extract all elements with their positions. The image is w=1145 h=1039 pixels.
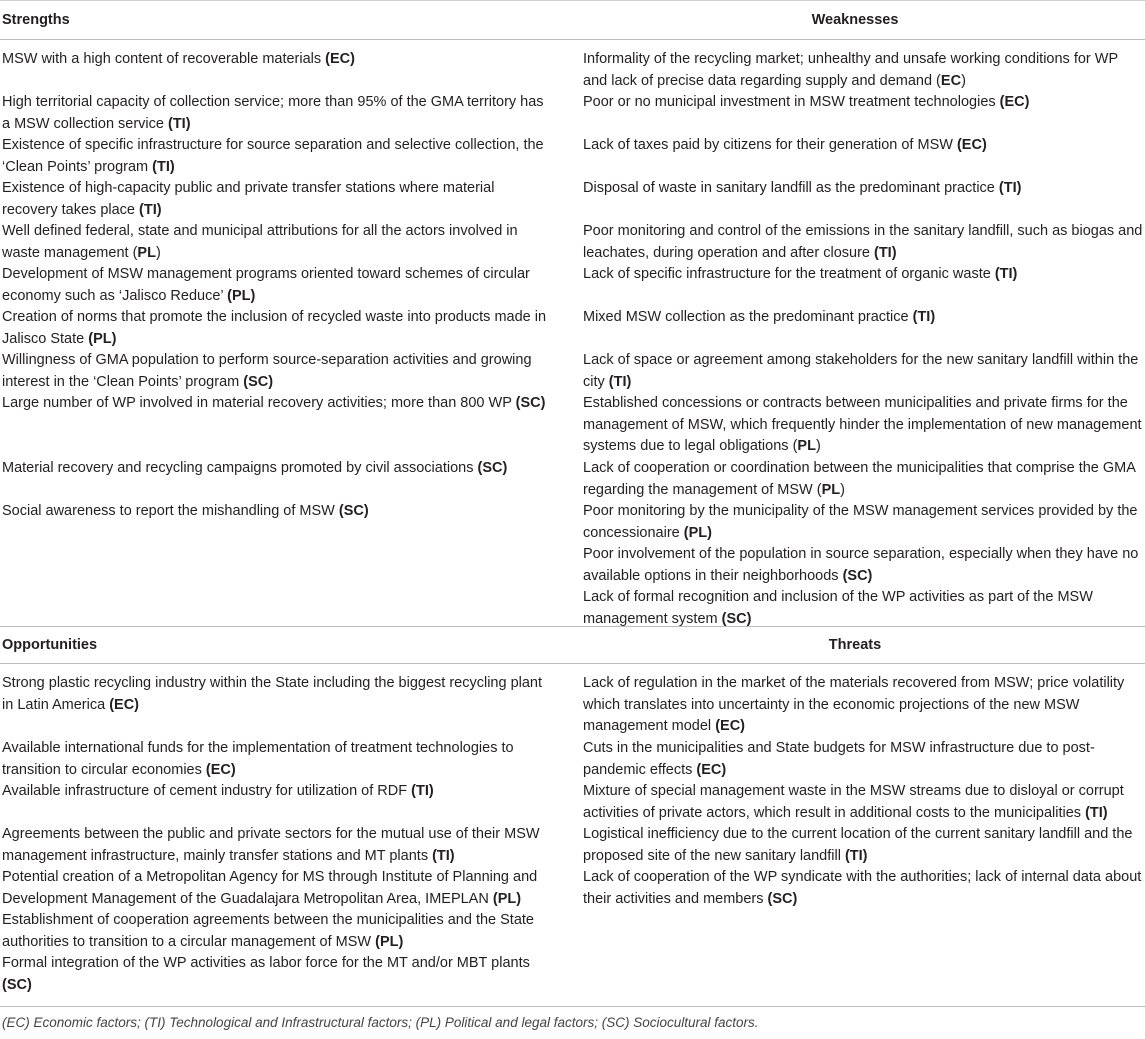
weaknesses-item (583, 393, 1145, 458)
weaknesses-item (583, 544, 1145, 587)
strengths-item (2, 221, 549, 264)
weaknesses-item (583, 135, 1145, 178)
strengths-item (2, 501, 549, 544)
factor-tag: (EC) (999, 94, 1030, 110)
weaknesses-item (583, 501, 1145, 544)
threats-item (583, 867, 1145, 910)
strengths-item (2, 92, 549, 135)
strengths-item-text: Well defined federal, state and municipal attributions for all the actors involved in waste management ( (2, 223, 518, 261)
opportunities-list (0, 673, 565, 998)
strengths-header: Strengths (2, 12, 70, 28)
factor-tag: (EC) (325, 51, 355, 67)
factor-tag: (EC) (715, 718, 745, 734)
weaknesses-item-text: Lack of taxes paid by citizens for their generation of MSW (583, 137, 957, 153)
weaknesses-item (583, 49, 1145, 92)
factor-tag: (SC) (477, 460, 508, 476)
factor-tag: (SC) (767, 890, 798, 907)
strengths-item-text: Existence of high-capacity public and private transfer stations where material recovery takes place (2, 180, 495, 218)
strengths-item-text: High territorial capacity of collection service; more than 95% of the GMA territory has a MSW collection service (2, 94, 544, 132)
section-opportunities-threats (0, 664, 1145, 998)
factor-tag: PL (137, 244, 156, 261)
weaknesses-item (583, 178, 1145, 221)
strengths-item (2, 264, 549, 307)
opportunities-header: Opportunities (2, 637, 98, 653)
weaknesses-item (583, 458, 1145, 501)
weaknesses-item-text: Lack of space or agreement among stakeholders for the new sanitary landfill within the city (583, 352, 1139, 390)
factor-tag: (SC) (842, 567, 873, 584)
factor-tag: (SC) (515, 395, 546, 411)
weaknesses-item-text: Poor involvement of the population in source separation, especially when they have no available options in their neighborhoods (583, 546, 1139, 584)
strengths-item-suffix: ) (155, 244, 161, 261)
factor-tag: (TI) (912, 309, 936, 325)
threats-header: Threats (828, 637, 882, 653)
opportunities-item (2, 738, 549, 781)
weaknesses-item-text: Poor or no municipal investment in MSW treatment technologies (583, 94, 1000, 110)
threats-item-text: Cuts in the municipalities and State budgets for MSW infrastructure due to post-pandemic effects (583, 740, 1095, 778)
strengths-item-text: Existence of specific infrastructure for source separation and selective collection, the ‘Clean Points’ program (2, 137, 544, 175)
threats-item-text: Lack of cooperation of the WP syndicate with the authorities; lack of internal data about their activities and members (583, 869, 1142, 907)
strengths-item-text: MSW with a high content of recoverable materials (2, 51, 326, 67)
factor-tag: (TI) (608, 373, 632, 390)
footnote: (EC) Economic factors; (TI) Technological and Infrastructural factors; (PL) Political and legal factors; (SC) Sociocultural factors. (0, 1006, 1145, 1030)
factor-tag: (PL) (375, 933, 404, 950)
factor-tag: (TI) (168, 115, 191, 132)
factor-tag: (PL) (88, 330, 117, 347)
threats-item (583, 781, 1145, 824)
factor-tag: (SC) (243, 373, 274, 390)
factor-tag: (TI) (152, 158, 175, 175)
weaknesses-item-text: Lack of cooperation or coordination between the municipalities that comprise the GMA regarding the management of MSW ( (583, 460, 1136, 498)
strengths-item (2, 49, 549, 92)
threats-item (583, 738, 1145, 781)
factor-tag: (TI) (1085, 804, 1108, 821)
factor-tag: (TI) (998, 180, 1022, 196)
threats-list (565, 673, 1145, 998)
strengths-item-text: Creation of norms that promote the inclusion of recycled waste into products made in Jalisco State (2, 309, 547, 347)
header-row-bottom (0, 626, 1145, 664)
strengths-item (2, 458, 549, 501)
factor-tag: (EC) (696, 761, 727, 778)
weaknesses-item-text: Disposal of waste in sanitary landfill as the predominant practice (583, 180, 999, 196)
factor-tag: (SC) (721, 610, 752, 627)
factor-tag: PL (797, 438, 816, 454)
factor-tag: EC (940, 72, 962, 89)
strengths-item (2, 350, 549, 393)
weaknesses-item-text: Informality of the recycling market; unhealthy and unsafe working conditions for WP and lack of precise data regarding supply and demand ( (583, 51, 1118, 89)
factor-tag: (PL) (492, 890, 522, 907)
opportunities-item-text: Establishment of cooperation agreements between the municipalities and the State authorities to transition to a circular management of MSW (2, 912, 534, 950)
weaknesses-item-suffix: ) (840, 481, 845, 498)
factor-tag: (EC) (956, 137, 987, 153)
weaknesses-header: Weaknesses (811, 12, 899, 28)
opportunities-item (2, 910, 549, 953)
factor-tag: (TI) (139, 201, 162, 218)
opportunities-item-text: Strong plastic recycling industry within the State including the biggest recycling plant in Latin America (2, 675, 543, 713)
threats-item (583, 673, 1145, 738)
weaknesses-item-text: Established concessions or contracts between municipalities and private firms for the management of MSW, which frequently hinder the implementation of new management systems due to legal obligations ( (583, 395, 1142, 454)
opportunities-item (2, 824, 549, 867)
weaknesses-item (583, 350, 1145, 393)
opportunities-item (2, 953, 549, 996)
factor-tag: (TI) (411, 783, 434, 799)
strengths-item (2, 135, 549, 178)
opportunities-item (2, 781, 549, 824)
factor-tag: (TI) (994, 266, 1018, 282)
weaknesses-item-text: Lack of specific infrastructure for the treatment of organic waste (583, 266, 995, 282)
weaknesses-item-suffix: ) (961, 72, 966, 89)
strengths-item (2, 393, 549, 458)
factor-tag: (TI) (844, 847, 868, 864)
factor-tag: (SC) (338, 503, 369, 519)
weaknesses-item (583, 264, 1145, 307)
factor-tag: (SC) (2, 976, 32, 993)
strengths-item-text: Social awareness to report the mishandling of MSW (2, 503, 339, 519)
weaknesses-item (583, 587, 1145, 630)
factor-tag: (TI) (432, 847, 455, 864)
strengths-item-text: Willingness of GMA population to perform source-separation activities and growing interest in the ‘Clean Points’ program (2, 352, 532, 390)
threats-item-text: Lack of regulation in the market of the materials recovered from MSW; price volatility which translates into uncertainty in the economic projections of the new MSW management model (583, 675, 1125, 734)
factor-tag: (PL) (683, 524, 712, 541)
opportunities-item-text: Potential creation of a Metropolitan Agency for MS through Institute of Planning and Development Management of the Guadalajara Metropolitan Area, IMEPLAN (2, 869, 538, 907)
weaknesses-item (583, 221, 1145, 264)
header-row-top (0, 0, 1145, 40)
strengths-item-text: Development of MSW management programs oriented toward schemes of circular economy such as ‘Jalisco Reduce’ (2, 266, 530, 304)
opportunities-item (2, 867, 549, 910)
strengths-item-text: Material recovery and recycling campaigns promoted by civil associations (2, 460, 478, 476)
opportunities-item-text: Available infrastructure of cement industry for utilization of RDF (2, 783, 412, 799)
weaknesses-item-suffix: ) (815, 438, 821, 454)
strengths-list (0, 49, 565, 626)
opportunities-item-text: Agreements between the public and private sectors for the mutual use of their MSW management infrastructure, mainly transfer stations and MT plants (2, 826, 540, 864)
strengths-item (2, 307, 549, 350)
threats-item-text: Logistical inefficiency due to the current location of the current sanitary landfill and the proposed site of the new sanitary landfill (583, 826, 1133, 864)
factor-tag: (EC) (205, 761, 236, 778)
factor-tag: PL (821, 481, 841, 498)
weaknesses-list (565, 49, 1145, 626)
section-strengths-weaknesses (0, 40, 1145, 626)
weaknesses-item-text: Lack of formal recognition and inclusion of the WP activities as part of the MSW management system (583, 589, 1093, 627)
factor-tag: (PL) (227, 287, 256, 304)
weaknesses-item-text: Poor monitoring and control of the emissions in the sanitary landfill, such as biogas and leachates, during operation and after closure (583, 223, 1143, 261)
factor-tag: (EC) (109, 696, 140, 713)
weaknesses-item-text: Poor monitoring by the municipality of the MSW management services provided by the concessionaire (583, 503, 1138, 541)
strengths-item-text: Large number of WP involved in material recovery activities; more than 800 WP (2, 395, 516, 411)
weaknesses-item (583, 92, 1145, 135)
weaknesses-item (583, 307, 1145, 350)
factor-tag: (TI) (874, 244, 897, 261)
threats-item-text: Mixture of special management waste in the MSW streams due to disloyal or corrupt activities of private actors, which result in additional costs to the municipalities (583, 783, 1124, 821)
opportunities-item (2, 673, 549, 738)
threats-item (583, 824, 1145, 867)
opportunities-item-text: Available international funds for the implementation of treatment technologies to transition to circular economies (2, 740, 514, 778)
weaknesses-item-text: Mixed MSW collection as the predominant practice (583, 309, 913, 325)
opportunities-item-text: Formal integration of the WP activities as labor force for the MT and/or MBT plants (2, 955, 530, 971)
strengths-item (2, 178, 549, 221)
